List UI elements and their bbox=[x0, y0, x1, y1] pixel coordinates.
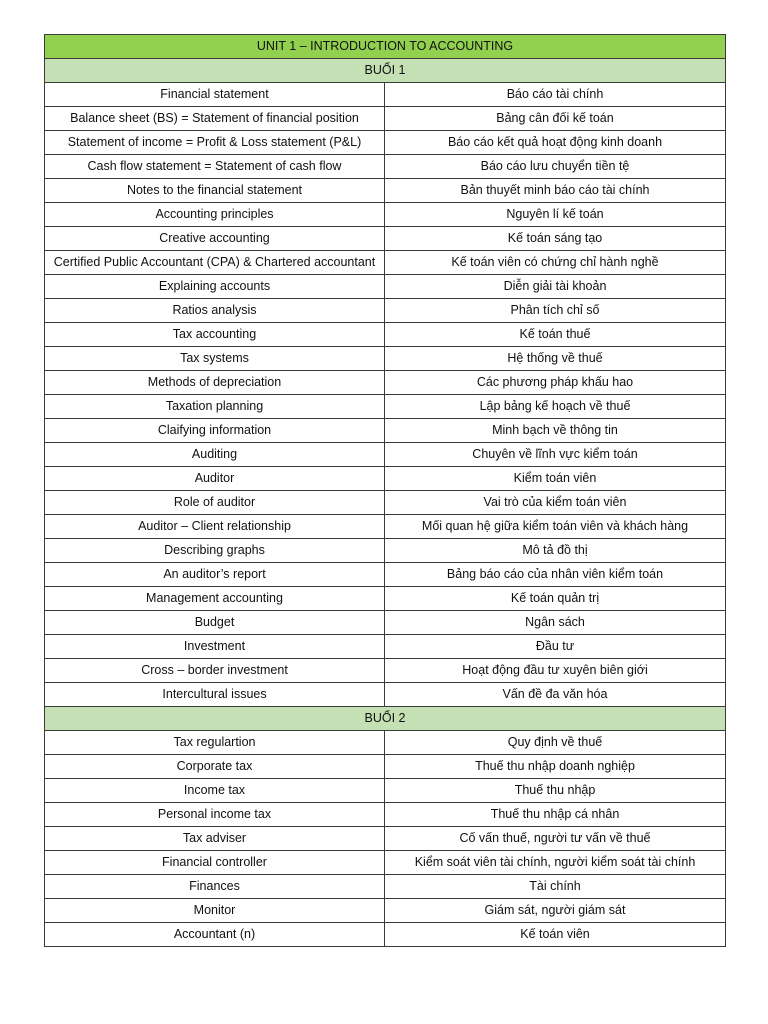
vietnamese-term: Tài chính bbox=[385, 875, 726, 899]
session-title: BUỔI 1 bbox=[45, 59, 726, 83]
session-title: BUỔI 2 bbox=[45, 707, 726, 731]
english-term: Auditor – Client relationship bbox=[45, 515, 385, 539]
table-row bbox=[45, 539, 726, 563]
english-term: Describing graphs bbox=[45, 539, 385, 563]
table-row bbox=[45, 467, 726, 491]
vietnamese-term: Diễn giải tài khoản bbox=[385, 275, 726, 299]
unit-title: UNIT 1 – INTRODUCTION TO ACCOUNTING bbox=[45, 35, 726, 59]
english-term: Role of auditor bbox=[45, 491, 385, 515]
table-row bbox=[45, 587, 726, 611]
english-term: Claifying information bbox=[45, 419, 385, 443]
table-row bbox=[45, 923, 726, 947]
english-term: Intercultural issues bbox=[45, 683, 385, 707]
english-term: Income tax bbox=[45, 779, 385, 803]
vietnamese-term: Vai trò của kiểm toán viên bbox=[385, 491, 726, 515]
vietnamese-term: Thuế thu nhập cá nhân bbox=[385, 803, 726, 827]
table-row bbox=[45, 347, 726, 371]
vietnamese-term: Bảng cân đối kế toán bbox=[385, 107, 726, 131]
english-term: Tax accounting bbox=[45, 323, 385, 347]
english-term: Personal income tax bbox=[45, 803, 385, 827]
vietnamese-term: Hệ thống về thuế bbox=[385, 347, 726, 371]
english-term: Certified Public Accountant (CPA) & Chartered accountant bbox=[45, 251, 385, 275]
vietnamese-term: Đầu tư bbox=[385, 635, 726, 659]
english-term: Notes to the financial statement bbox=[45, 179, 385, 203]
vietnamese-term: Kế toán thuế bbox=[385, 323, 726, 347]
vietnamese-term: Kế toán viên có chứng chỉ hành nghề bbox=[385, 251, 726, 275]
table-row bbox=[45, 731, 726, 755]
english-term: Cross – border investment bbox=[45, 659, 385, 683]
english-term: Tax systems bbox=[45, 347, 385, 371]
vietnamese-term: Kế toán sáng tạo bbox=[385, 227, 726, 251]
table-row bbox=[45, 203, 726, 227]
vocabulary-table-body bbox=[45, 35, 726, 947]
table-row bbox=[45, 323, 726, 347]
table-row bbox=[45, 683, 726, 707]
table-row bbox=[45, 107, 726, 131]
english-term: Finances bbox=[45, 875, 385, 899]
vietnamese-term: Kế toán viên bbox=[385, 923, 726, 947]
table-row bbox=[45, 659, 726, 683]
vietnamese-term: Phân tích chỉ số bbox=[385, 299, 726, 323]
english-term: Management accounting bbox=[45, 587, 385, 611]
vietnamese-term: Bản thuyết minh báo cáo tài chính bbox=[385, 179, 726, 203]
table-row bbox=[45, 875, 726, 899]
english-term: Accountant (n) bbox=[45, 923, 385, 947]
english-term: An auditor’s report bbox=[45, 563, 385, 587]
table-row bbox=[45, 515, 726, 539]
table-row bbox=[45, 803, 726, 827]
session-header-row bbox=[45, 707, 726, 731]
vietnamese-term: Kiểm toán viên bbox=[385, 467, 726, 491]
table-row bbox=[45, 755, 726, 779]
unit-title-row bbox=[45, 35, 726, 59]
table-row bbox=[45, 635, 726, 659]
table-row bbox=[45, 827, 726, 851]
vietnamese-term: Cố vấn thuế, người tư vấn về thuế bbox=[385, 827, 726, 851]
table-row bbox=[45, 83, 726, 107]
session-header-row bbox=[45, 59, 726, 83]
table-row bbox=[45, 179, 726, 203]
vietnamese-term: Kế toán quản trị bbox=[385, 587, 726, 611]
table-row bbox=[45, 491, 726, 515]
table-row bbox=[45, 395, 726, 419]
table-row bbox=[45, 371, 726, 395]
table-row bbox=[45, 443, 726, 467]
vietnamese-term: Vấn đề đa văn hóa bbox=[385, 683, 726, 707]
vietnamese-term: Ngân sách bbox=[385, 611, 726, 635]
vietnamese-term: Hoạt động đầu tư xuyên biên giới bbox=[385, 659, 726, 683]
table-row bbox=[45, 851, 726, 875]
table-row bbox=[45, 155, 726, 179]
table-row bbox=[45, 779, 726, 803]
vietnamese-term: Báo cáo tài chính bbox=[385, 83, 726, 107]
english-term: Tax adviser bbox=[45, 827, 385, 851]
table-row bbox=[45, 611, 726, 635]
table-row bbox=[45, 299, 726, 323]
vietnamese-term: Giám sát, người giám sát bbox=[385, 899, 726, 923]
table-row bbox=[45, 131, 726, 155]
vietnamese-term: Báo cáo lưu chuyển tiền tệ bbox=[385, 155, 726, 179]
english-term: Creative accounting bbox=[45, 227, 385, 251]
english-term: Financial statement bbox=[45, 83, 385, 107]
english-term: Monitor bbox=[45, 899, 385, 923]
english-term: Cash flow statement = Statement of cash flow bbox=[45, 155, 385, 179]
english-term: Corporate tax bbox=[45, 755, 385, 779]
vietnamese-term: Quy định về thuế bbox=[385, 731, 726, 755]
vietnamese-term: Các phương pháp khấu hao bbox=[385, 371, 726, 395]
english-term: Balance sheet (BS) = Statement of financial position bbox=[45, 107, 385, 131]
vietnamese-term: Minh bạch về thông tin bbox=[385, 419, 726, 443]
vietnamese-term: Lập bảng kế hoạch về thuế bbox=[385, 395, 726, 419]
vietnamese-term: Nguyên lí kế toán bbox=[385, 203, 726, 227]
vietnamese-term: Báo cáo kết quả hoạt động kinh doanh bbox=[385, 131, 726, 155]
vietnamese-term: Mối quan hệ giữa kiểm toán viên và khách hàng bbox=[385, 515, 726, 539]
table-row bbox=[45, 419, 726, 443]
vietnamese-term: Kiểm soát viên tài chính, người kiểm soát tài chính bbox=[385, 851, 726, 875]
english-term: Statement of income = Profit & Loss statement (P&L) bbox=[45, 131, 385, 155]
table-row bbox=[45, 275, 726, 299]
table-row bbox=[45, 563, 726, 587]
vietnamese-term: Thuế thu nhập bbox=[385, 779, 726, 803]
vocabulary-table bbox=[44, 34, 726, 947]
table-row bbox=[45, 899, 726, 923]
english-term: Budget bbox=[45, 611, 385, 635]
english-term: Taxation planning bbox=[45, 395, 385, 419]
english-term: Ratios analysis bbox=[45, 299, 385, 323]
english-term: Explaining accounts bbox=[45, 275, 385, 299]
english-term: Auditor bbox=[45, 467, 385, 491]
vietnamese-term: Bảng báo cáo của nhân viên kiểm toán bbox=[385, 563, 726, 587]
english-term: Tax regulartion bbox=[45, 731, 385, 755]
english-term: Accounting principles bbox=[45, 203, 385, 227]
table-row bbox=[45, 227, 726, 251]
vietnamese-term: Mô tả đồ thị bbox=[385, 539, 726, 563]
vietnamese-term: Thuế thu nhập doanh nghiệp bbox=[385, 755, 726, 779]
vietnamese-term: Chuyên về lĩnh vực kiểm toán bbox=[385, 443, 726, 467]
table-row bbox=[45, 251, 726, 275]
english-term: Auditing bbox=[45, 443, 385, 467]
english-term: Financial controller bbox=[45, 851, 385, 875]
english-term: Investment bbox=[45, 635, 385, 659]
english-term: Methods of depreciation bbox=[45, 371, 385, 395]
